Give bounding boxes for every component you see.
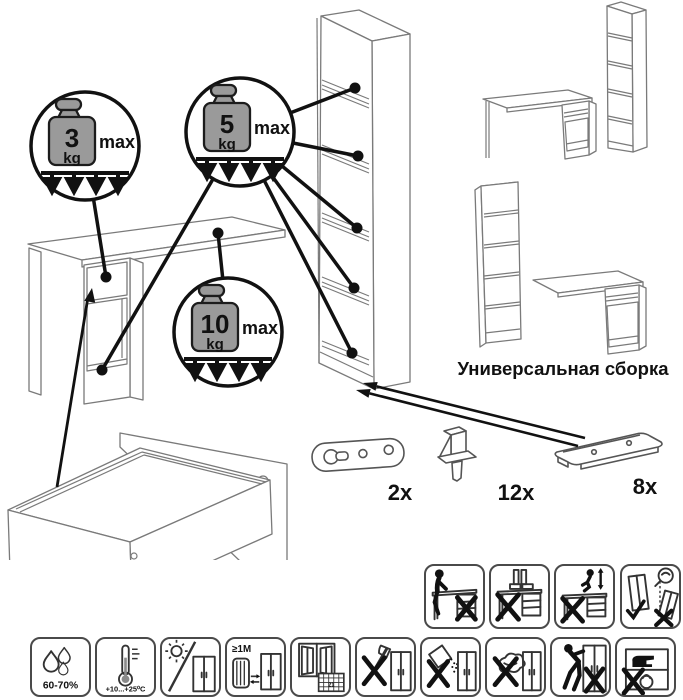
bracket-arrows [356,382,585,446]
icon-ventilation-period [290,637,351,697]
layout-option-2 [475,182,646,354]
corner-bracket-qty: 12x [497,480,535,505]
weight-unit: kg [63,150,81,167]
icon-no-jumping [554,564,615,629]
icon-move-upright [620,564,681,629]
weight-limit-10kg-callout [174,278,282,386]
weight-value: 3 [64,123,80,153]
icon-no-scouring-pad [485,637,546,697]
cabinet-icon [193,657,214,692]
icon-no-direct-sunlight [160,637,221,697]
powder-dots [450,659,458,673]
calendar-day: 21 [328,682,335,689]
icon-no-overloading [615,637,676,697]
cabinet-icon [523,652,541,690]
max-label: max [242,318,279,338]
window-icon [299,644,334,677]
person-pushing-icon [564,644,583,689]
temperature-range: +10...+25⁰C [105,684,146,694]
cabinet-icon [261,654,281,689]
weight-value: 5 [219,109,235,139]
cabinet-icon [458,652,476,690]
sun-icon [165,640,187,662]
thermometer-icon [119,646,140,686]
keyhole-plate-qty: 2x [387,480,413,505]
radiator-icon [233,659,249,688]
icon-no-abrasive-powder [420,637,481,697]
weight-unit: kg [206,336,224,353]
bookshelf-illustration [317,10,410,389]
mounting-plate-qty: 8x [632,474,658,499]
calendar-icon [319,674,344,692]
max-label: max [254,118,291,138]
icon-no-striking-tools [355,637,416,697]
icon-no-pushing [550,637,611,697]
weight-value: 10 [200,309,230,339]
drawer-illustration [8,433,287,560]
anvil-icon [632,656,654,667]
kettlebell-icon [640,675,652,688]
weight-unit: kg [218,136,236,153]
icon-no-sitting [424,564,485,629]
water-drops-icon [44,648,70,675]
heater-distance-label: ≥1M [232,644,252,656]
icon-no-standing [489,564,550,629]
weight-limit-5kg-callout [186,78,294,186]
hardware-corner-bracket [438,427,535,505]
humidity-range: 60-70% [42,680,79,692]
universal-assembly-label: Универсальная сборка [457,358,669,379]
weight-limit-3kg-callout [31,92,139,200]
hardware-keyhole-plate [311,438,413,505]
max-label: max [99,132,136,152]
icon-temperature [95,637,156,697]
icon-heater-distance [225,637,286,697]
icon-humidity [30,637,91,697]
cabinet-icon [391,652,411,690]
layout-option-1 [483,2,647,159]
